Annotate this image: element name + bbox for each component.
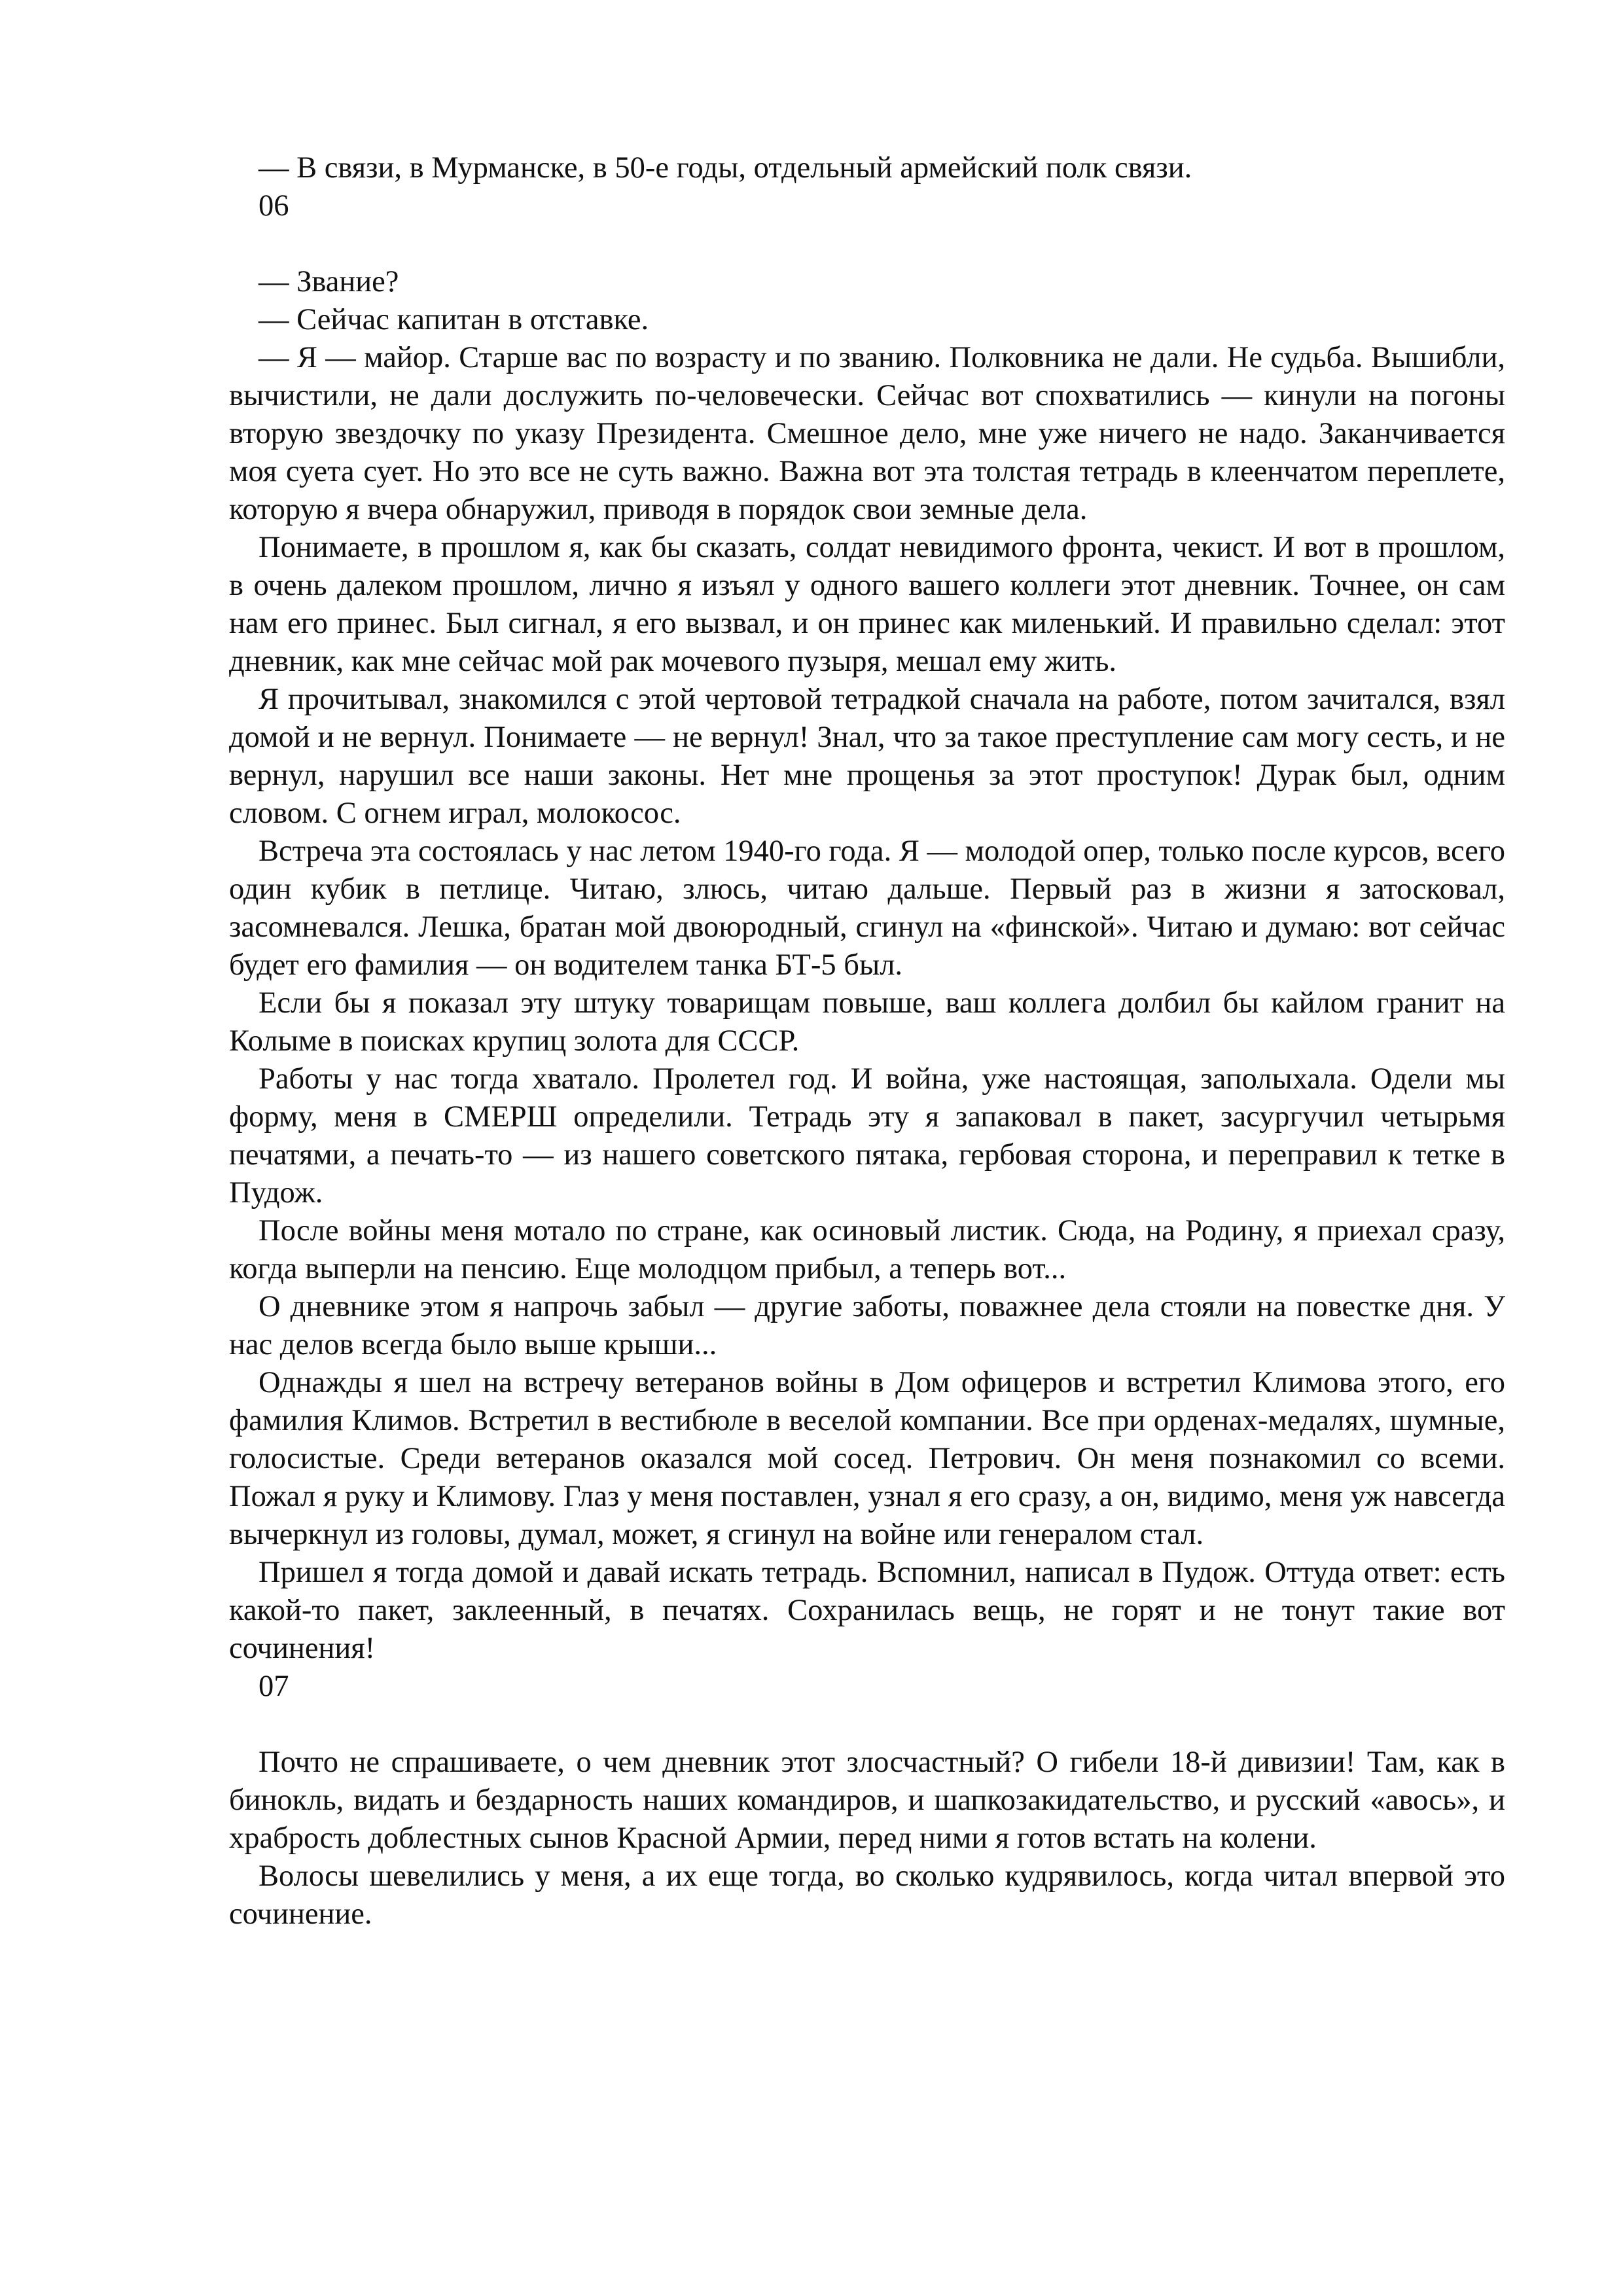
paragraph: Однажды я шел на встречу ветеранов войны в Дом офицеров и встретил Климова этого, его фамилия Климов. Встретил в вестибюле в веселой компании. Все при орденах-медалях, шумные, голосистые. Среди ветеранов оказался мой сосед. Петрович. Он меня познакомил со всеми. Пожал я руку и Климову. Глаз у меня поставлен, узнал я его сразу, а он, видимо, меня уж навсегда вычеркнул из головы, думал, может, я сгинул на войне или генералом стал. bbox=[229, 1366, 1505, 1551]
paragraph: — Звание? bbox=[259, 265, 399, 298]
page-number: 07 bbox=[259, 1670, 289, 1703]
paragraph: После войны меня мотало по стране, как осиновый листик. Сюда, на Родину, я приехал сразу, когда выперли на пенсию. Еще молодцом прибыл, а теперь вот... bbox=[229, 1214, 1505, 1285]
paragraph: — Сейчас капитан в отставке. bbox=[259, 303, 649, 336]
paragraph: Встреча эта состоялась у нас летом 1940-го года. Я — молодой опер, только после курсов, всего один кубик в петлице. Читаю, злюсь, читаю дальше. Первый раз в жизни я затосковал, засомневался. Лешка, братан мой двоюродный, сгинул на «финской». Читаю и думаю: вот сейчас будет его фамилия — он водителем танка БТ-5 был. bbox=[229, 834, 1505, 982]
blank-line bbox=[229, 1706, 1505, 1744]
blank-line bbox=[229, 225, 1505, 263]
paragraph: О дневнике этом я напрочь забыл — другие заботы, поважнее дела стояли на повестке дня. У нас делов всегда было выше крыши... bbox=[229, 1290, 1505, 1361]
paragraph: Волосы шевелились у меня, а их еще тогда, во сколько кудрявилось, когда читал впервой это сочинение. bbox=[229, 1859, 1505, 1931]
paragraph: — В связи, в Мурманске, в 50-е годы, отдельный армейский полк связи. bbox=[259, 151, 1192, 185]
paragraph: Почто не спрашиваете, о чем дневник этот злосчастный? О гибели 18-й дивизии! Там, как в бинокль, видать и бездарность наших командиров, и шапкозакидательство, и русский «авось», и храбрость доблестных сынов Красной Армии, перед ними я готов встать на колени. bbox=[229, 1746, 1505, 1855]
paragraph: Я прочитывал, знакомился с этой чертовой тетрадкой сначала на работе, потом зачитался, взял домой и не вернул. Понимаете — не вернул! Знал, что за такое преступление сам могу сесть, и не вернул, нарушил все наши законы. Нет мне прощенья за этот проступок! Дурак был, одним словом. С огнем играл, молокосос. bbox=[229, 683, 1505, 830]
page-number: 06 bbox=[259, 189, 289, 223]
paragraph: Работы у нас тогда хватало. Пролетел год. И война, уже настоящая, заполыхала. Одели мы форму, меня в СМЕРШ определили. Тетрадь эту я запаковал в пакет, засургучил четырьмя печатями, а печать-то — из нашего советского пятака, гербовая сторона, и переправил к тетке в Пудож. bbox=[229, 1062, 1505, 1210]
paragraph: Понимаете, в прошлом я, как бы сказать, солдат невидимого фронта, чекист. И вот в прошлом, в очень далеком прошлом, лично я изъял у одного вашего коллеги этот дневник. Точнее, он сам нам его принес. Был сигнал, я его вызвал, и он принес как миленький. И правильно сделал: этот дневник, как мне сейчас мой рак мочевого пузыря, мешал ему жить. bbox=[229, 531, 1505, 678]
paragraph: Пришел я тогда домой и давай искать тетрадь. Вспомнил, написал в Пудож. Оттуда ответ: есть какой-то пакет, заклеенный, в печатях. Сохранилась вещь, не горят и не тонут такие вот сочинения! bbox=[229, 1556, 1505, 1665]
paragraph: Если бы я показал эту штуку товарищам повыше, ваш коллега долбил бы кайлом гранит на Колыме в поисках крупиц золота для СССР. bbox=[229, 986, 1505, 1058]
document-page bbox=[229, 149, 1505, 1933]
paragraph: — Я — майор. Старше вас по возрасту и по званию. Полковника не дали. Не судьба. Вышибли, вычистили, не дали дослужить по-человечески. Сейчас вот спохватились — кинули на погоны вторую звездочку по указу Президента. Смешное дело, мне уже ничего не надо. Заканчивается моя суета сует. Но это все не суть важно. Важна вот эта толстая тетрадь в клеенчатом переплете, которую я вчера обнаружил, приводя в порядок свои земные дела. bbox=[229, 341, 1505, 526]
